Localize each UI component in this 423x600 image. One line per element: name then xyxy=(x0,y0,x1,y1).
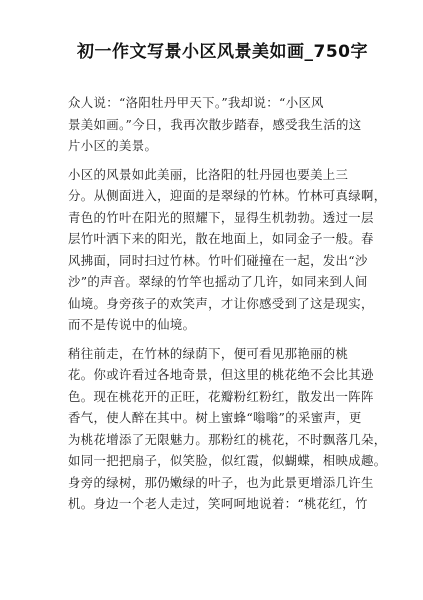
text-line: 香气，使人醉在其中。树上蜜蜂“嗡嗡”的采蜜声，更 xyxy=(68,410,362,425)
text-line: 如同一把把扇子，似笑脸，似红霞，似蝴蝶，相映成趣。 xyxy=(68,453,387,468)
text-line: 花。你或许看过各地奇景，但这里的桃花绝不会比其逊 xyxy=(68,367,374,382)
text-line: 为桃花增添了无限魅力。那粉红的桃花，不时飘落几朵， xyxy=(68,431,387,447)
text-line: 机。身边一个老人走过，笑呵呵地说着：“桃花红，竹 xyxy=(68,496,368,511)
text-line: 色。现在桃花开的正旺，花瓣粉红粉红，散发出一阵阵 xyxy=(68,388,374,404)
paragraph-2 xyxy=(68,164,387,336)
text-line: 景美如画。”今日，我再次散步踏春，感受我生活的这 xyxy=(68,116,362,132)
text-line: 风拂面，同时扫过竹林。竹叶们碰撞在一起，发出“沙 xyxy=(68,252,368,268)
text-line: 片小区的美景。 xyxy=(68,138,158,153)
text-line: 身旁的绿树，那仍嫩绿的叶子，也为此景更增添几许生 xyxy=(68,474,374,490)
document-title: 初一作文写景小区风景美如画_750字 xyxy=(77,42,368,62)
paragraph-1 xyxy=(68,92,377,157)
text-line: 层竹叶洒下来的阳光，散在地面上，如同金子一般。春 xyxy=(68,231,374,246)
document-body xyxy=(68,92,387,515)
text-line: 稍往前走，在竹林的绿荫下，便可看见那艳丽的桃 xyxy=(68,345,349,361)
text-line: 分。从侧面进入，迎面的是翠绿的竹林。竹林可真绿啊， xyxy=(68,188,387,203)
text-line: 小区的风景如此美丽，比洛阳的牡丹园也要美上三 xyxy=(68,166,349,182)
text-line: 众人说：“洛阳牡丹甲天下。”我却说：“小区风 xyxy=(68,95,324,110)
text-line: 沙”的声音。翠绿的竹竿也摇动了几许，如同来到人间 xyxy=(68,274,368,289)
text-line: 青色的竹叶在阳光的照耀下，显得生机勃勃。透过一层 xyxy=(68,209,374,225)
text-line: 仙境。身旁孩子的欢笑声，才让你感受到了这是现实， xyxy=(68,295,374,311)
text-line: 而不是传说中的仙境。 xyxy=(68,317,196,332)
paragraph-3 xyxy=(68,343,387,515)
